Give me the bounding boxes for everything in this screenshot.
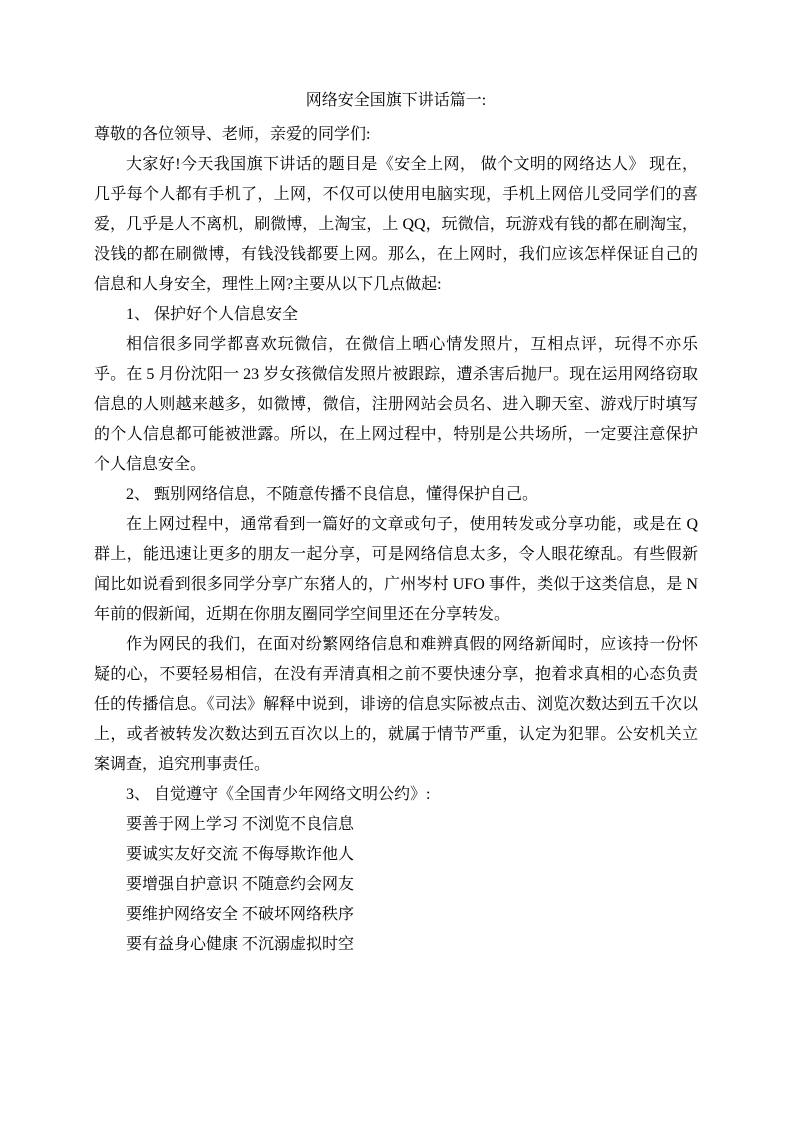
section-heading-3: 3、 自觉遵守《全国青少年网络文明公约》: [126, 786, 431, 803]
document-title: 网络安全国旗下讲话篇一: [305, 92, 487, 109]
pledge-line-1: 要善于网上学习 不浏览不良信息 [126, 816, 355, 833]
pledge-line-4: 要维护网络安全 不破坏网络秩序 [126, 906, 355, 923]
section-heading-1: 1、 保护好个人信息安全 [126, 306, 299, 323]
pledge-line-2: 要诚实友好交流 不侮辱欺诈他人 [126, 846, 355, 863]
section-2-paragraph-1: 在上网过程中，通常看到一篇好的文章或句子，使用转发或分享功能，或是在 Q 群上，能迅速让更多的朋友一起分享，可是网络信息太多，令人眼花缭乱。有些假新闻比如说看到很多同学分享广东猪人的，广州岑村 UFO 事件，类似于这类信息，是 N 年前的假新闻，近期在你朋友圈同学空间里还在分享转发。 [94, 516, 698, 623]
salutation-line: 尊敬的各位领导、老师，亲爱的同学们: [94, 126, 371, 143]
intro-paragraph: 大家好!今天我国旗下讲话的题目是《安全上网， 做个文明的网络达人》 现在，几乎每个人都有手机了，上网，不仅可以使用电脑实现，手机上网倍儿受同学们的喜爱，几乎是人不离机，刷微博，上淘宝，上 QQ，玩微信，玩游戏有钱的都在刷淘宝，没钱的都在刷微博，有钱没钱都要上网。那么，在上网时，我们应该怎样保证自己的信息和人身安全，理性上网?主要从以下几点做起: [94, 156, 698, 293]
pledge-line-5: 要有益身心健康 不沉溺虚拟时空 [126, 936, 355, 953]
pledge-line-3: 要增强自护意识 不随意约会网友 [126, 876, 355, 893]
section-2-paragraph-2: 作为网民的我们，在面对纷繁网络信息和难辨真假的网络新闻时，应该持一份怀疑的心，不要轻易相信，在没有弄清真相之前不要快速分享，抱着求真相的心态负责任的传播信息。《司法》解释中说到，诽谤的信息实际被点击、浏览次数达到五千次以上，或者被转发次数达到五百次以上的，就属于情节严重，认定为犯罪。公安机关立案调查，追究刑事责任。 [94, 636, 698, 773]
section-heading-2: 2、 甄别网络信息，不随意传播不良信息，懂得保护自己。 [126, 486, 539, 503]
section-1-paragraph: 相信很多同学都喜欢玩微信，在微信上晒心情发照片，互相点评，玩得不亦乐乎。在 5 月份沈阳一 23 岁女孩微信发照片被跟踪，遭杀害后抛尸。现在运用网络窃取信息的人则越来越多，如微博，微信，注册网站会员名、进入聊天室、游戏厅时填写的个人信息都可能被泄露。所以，在上网过程中，特别是公共场所，一定要注意保护个人信息安全。 [94, 336, 698, 473]
